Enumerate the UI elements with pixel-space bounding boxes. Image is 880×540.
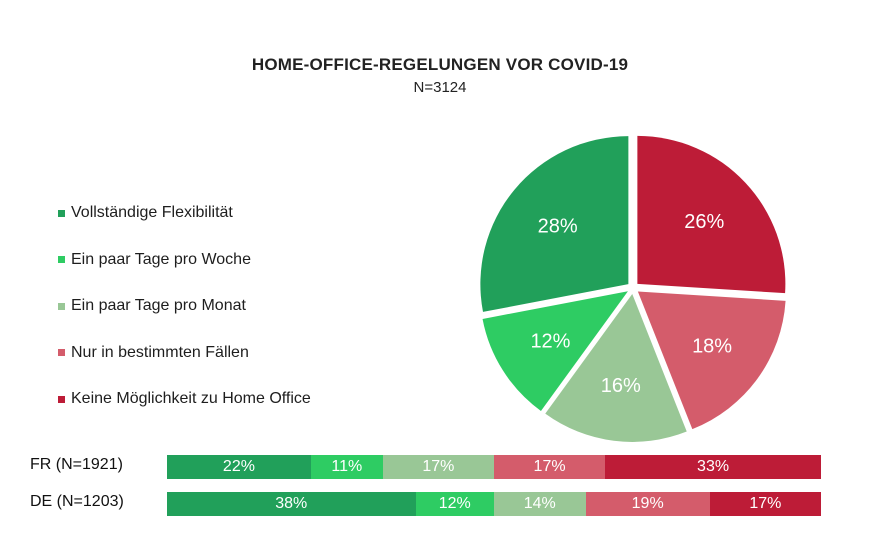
legend-label: Vollständige Flexibilität bbox=[71, 204, 233, 222]
legend-label: Ein paar Tage pro Monat bbox=[71, 297, 246, 315]
bar-segment: 17% bbox=[383, 455, 494, 479]
pie-data-label: 18% bbox=[692, 335, 733, 358]
legend-label: Ein paar Tage pro Woche bbox=[71, 250, 251, 268]
bar-segment: 12% bbox=[416, 492, 494, 516]
bar-segment: 14% bbox=[494, 492, 586, 516]
pie-data-label: 12% bbox=[530, 330, 571, 353]
chart-subtitle: N=3124 bbox=[413, 79, 467, 96]
bar-segment: 11% bbox=[311, 455, 383, 479]
legend-label: Nur in bestimmten Fällen bbox=[71, 343, 249, 361]
bar-row-label-de: DE (N=1203) bbox=[30, 493, 124, 510]
bar-segment: 17% bbox=[710, 492, 821, 516]
bar-segment: 19% bbox=[586, 492, 710, 516]
stacked-bar-fr bbox=[167, 455, 821, 479]
bar-segment: 38% bbox=[167, 492, 416, 516]
pie-data-label: 28% bbox=[537, 215, 578, 238]
bar-segment: 33% bbox=[605, 455, 821, 479]
bar-segment: 17% bbox=[494, 455, 605, 479]
pie-data-label: 26% bbox=[684, 211, 725, 234]
stacked-bar-de bbox=[167, 492, 821, 516]
pie-data-label: 16% bbox=[600, 374, 641, 397]
bar-row-label-fr: FR (N=1921) bbox=[30, 456, 123, 473]
bar-segment: 22% bbox=[167, 455, 311, 479]
chart-title: HOME-OFFICE-REGELUNGEN VOR COVID-19 bbox=[251, 55, 629, 74]
legend-label: Keine Möglichkeit zu Home Office bbox=[71, 390, 311, 408]
